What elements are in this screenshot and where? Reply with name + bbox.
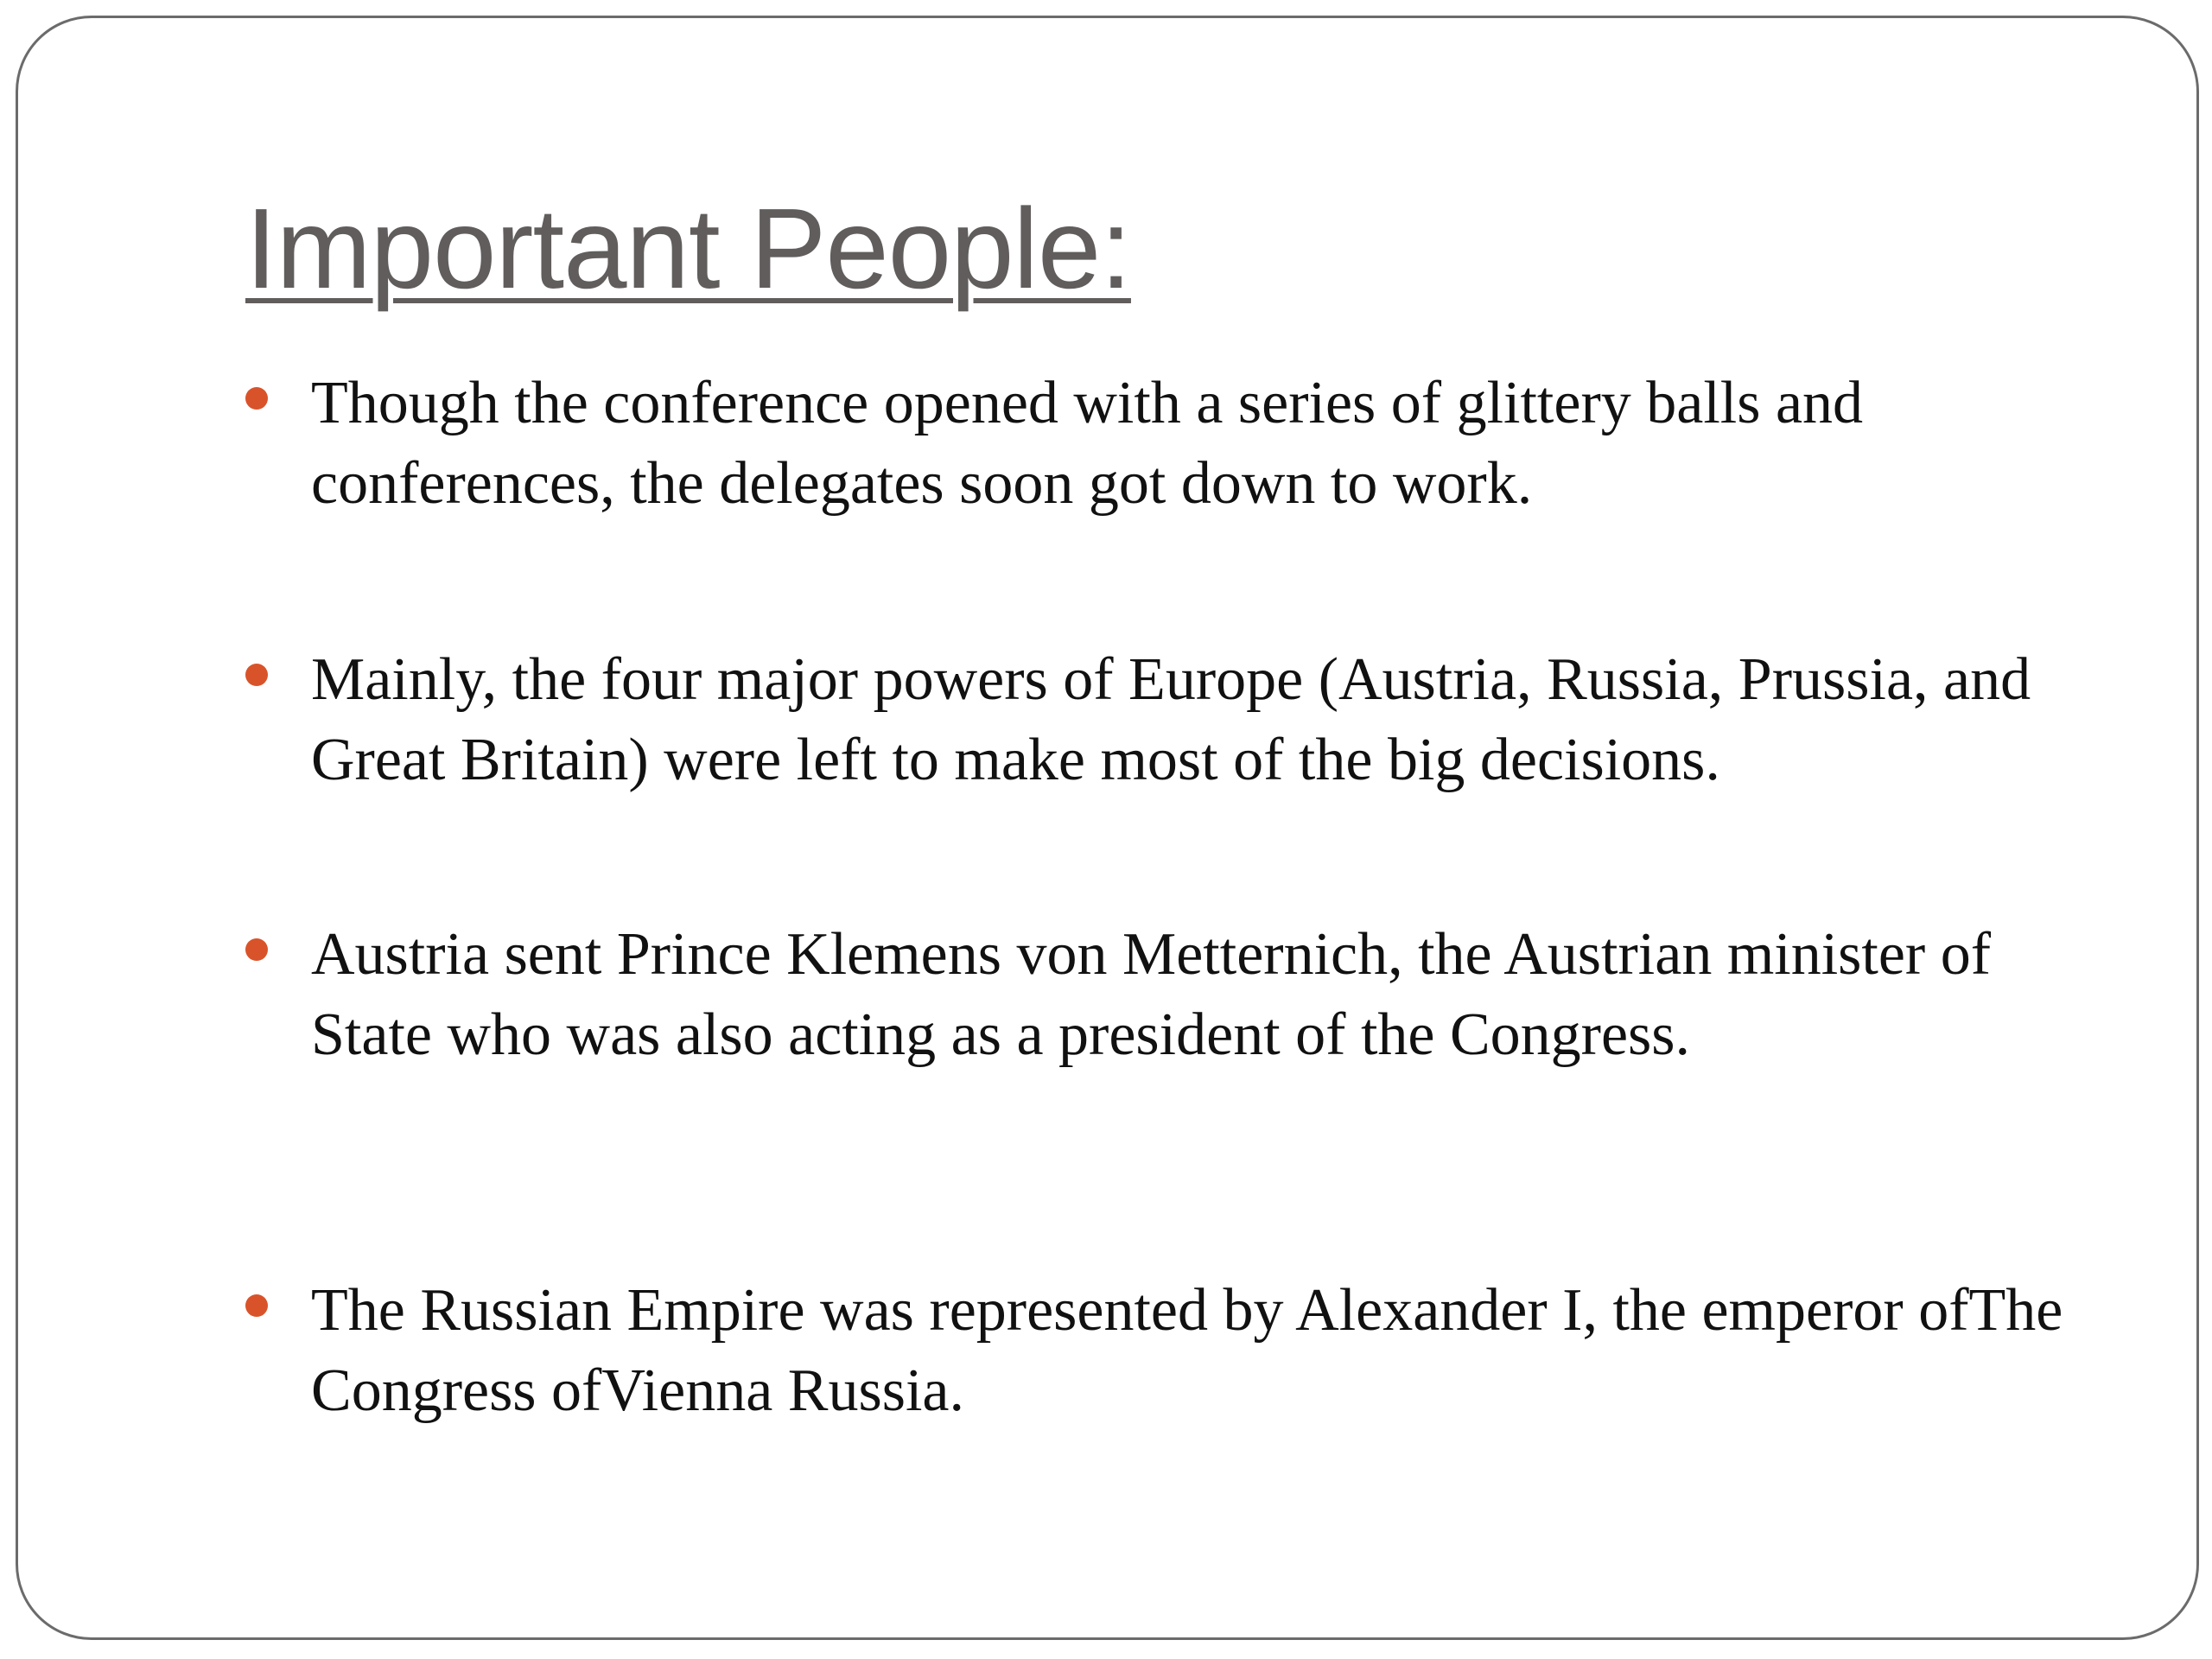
bullet-dot-icon: [245, 664, 268, 686]
bullet-text: Mainly, the four major powers of Europe (Austria, Russia, Prussia, and Great Britain) were left to make most of the big decisions.: [311, 646, 2031, 793]
slide-title: Important People:: [245, 185, 1131, 312]
bullet-text: The Russian Empire was represented by Alexander I, the emperor ofThe Congress ofVienna Russia.: [311, 1277, 2063, 1424]
bullet-text: Though the conference opened with a series of glittery balls and conferences, the delegates soon got down to work.: [311, 370, 1864, 517]
bullet-dot-icon: [245, 1294, 268, 1317]
bullet-dot-icon: [245, 387, 268, 410]
bullet-text: Austria sent Prince Klemens von Metternich, the Austrian minister of State who was also acting as a president of the Congress.: [311, 921, 1992, 1068]
bullet-dot-icon: [245, 938, 268, 961]
